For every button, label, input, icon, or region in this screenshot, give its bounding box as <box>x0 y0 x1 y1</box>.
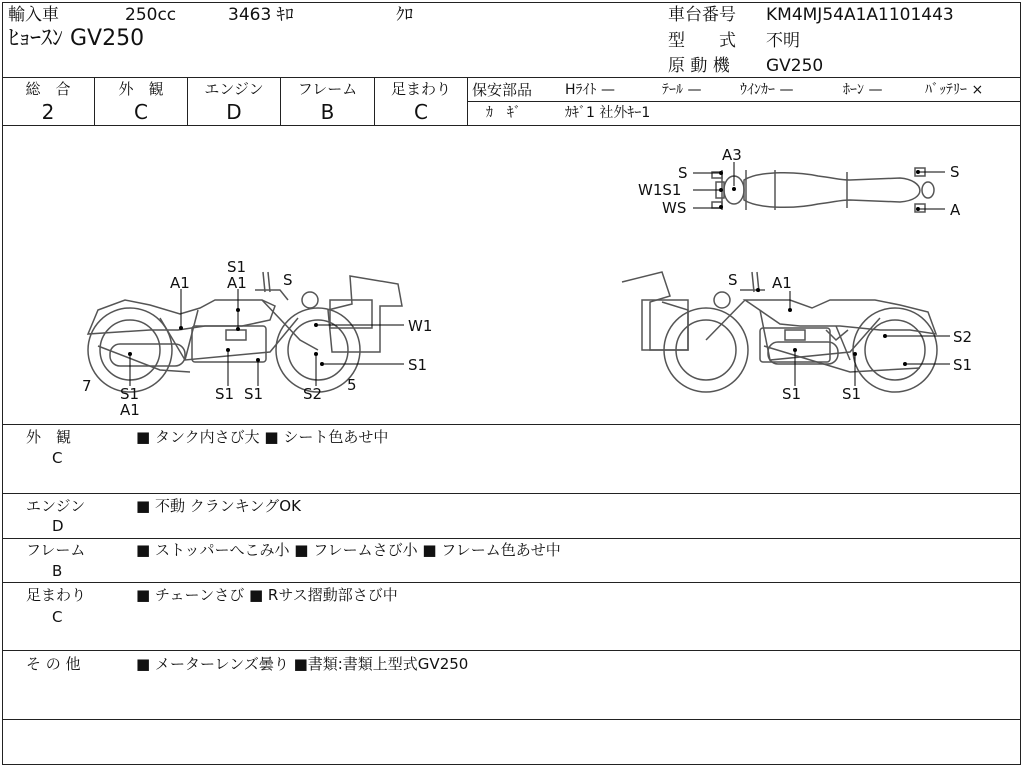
remark-grade-frame: B <box>52 562 63 580</box>
frame-no-label: 車台番号 <box>668 5 736 25</box>
displacement: 250cc <box>125 5 177 25</box>
remark-grade-exterior: C <box>52 449 63 467</box>
label-s1: S1 <box>782 385 802 403</box>
label-s: S <box>283 271 293 289</box>
key-label: ｶ ｷﾞ <box>486 105 521 121</box>
label-a1: A1 <box>120 401 140 419</box>
label-a1: A1 <box>772 274 792 292</box>
remark-category-exterior: 外 観 <box>26 428 72 446</box>
label-s: S <box>678 164 688 182</box>
key-value: ｶｷﾞ1 社外ｷｰ1 <box>565 105 651 121</box>
safety-item-battery: ﾊﾞｯﾃﾘｰ × <box>925 82 984 98</box>
label-s1: S1 <box>215 385 235 403</box>
label-a1: A1 <box>227 274 247 292</box>
color: ｸﾛ <box>396 5 413 25</box>
engine-label: 原 動 機 <box>668 56 730 76</box>
label-a: A <box>950 201 961 219</box>
divider <box>2 582 1021 583</box>
remark-category-other: そ の 他 <box>26 655 81 673</box>
label-7: 7 <box>82 377 92 395</box>
divider <box>2 719 1021 720</box>
remark-grade-suspension: C <box>52 608 63 626</box>
label-s1: S1 <box>953 356 973 374</box>
label-s1: S1 <box>227 258 247 276</box>
category: 輸入車 <box>8 5 59 25</box>
label-w1s1: W1S1 <box>638 181 682 199</box>
divider <box>467 101 1021 102</box>
label-s1: S1 <box>244 385 264 403</box>
score-label-exterior: 外 観 <box>118 80 164 98</box>
label-s: S <box>728 271 738 289</box>
label-ws: WS <box>662 199 687 217</box>
divider <box>467 77 468 125</box>
score-label-suspension: 足まわり <box>390 80 451 98</box>
divider <box>2 538 1021 539</box>
label-s1: S1 <box>842 385 862 403</box>
safety-item-tail: ﾃｰﾙ — <box>662 82 702 98</box>
label-5: 5 <box>347 376 357 394</box>
divider <box>2 650 1021 651</box>
score-value-frame: B <box>320 100 335 124</box>
score-value-suspension: C <box>414 100 428 124</box>
score-value-engine: D <box>226 100 242 124</box>
label-a3: A3 <box>722 146 742 164</box>
motorcycle-diagram <box>0 126 1024 424</box>
divider <box>2 493 1021 494</box>
safety-label: 保安部品 <box>472 81 533 99</box>
label-s1: S1 <box>408 356 428 374</box>
label-s2: S2 <box>953 328 973 346</box>
label-a1: A1 <box>170 274 190 292</box>
score-label-total: 総 合 <box>25 80 71 98</box>
label-w1: W1 <box>408 317 433 335</box>
label-s1: S1 <box>120 385 140 403</box>
remark-category-engine: エンジン <box>26 497 86 515</box>
remark-category-frame: フレーム <box>26 541 86 559</box>
top-view <box>712 168 934 212</box>
score-label-frame: フレーム <box>297 80 358 98</box>
label-s: S <box>950 163 960 181</box>
remark-grade-engine: D <box>52 517 64 535</box>
safety-item-headlight: Hﾗｲﾄ — <box>565 82 615 98</box>
type-label: 型 式 <box>668 31 736 51</box>
remark-text-exterior: ■ タンク内さび大 ■ シート色あせ中 <box>136 428 389 446</box>
remark-text-other: ■ メーターレンズ曇り ■書類:書類上型式GV250 <box>136 655 469 673</box>
engine-value: GV250 <box>766 56 824 76</box>
divider <box>2 424 1021 425</box>
divider <box>2 77 1021 78</box>
score-value-exterior: C <box>134 100 148 124</box>
score-label-engine: エンジン <box>204 80 264 98</box>
frame-no: KM4MJ54A1A1101443 <box>766 5 954 25</box>
remark-text-suspension: ■ チェーンさび ■ Rサス摺動部さび中 <box>136 586 398 604</box>
safety-item-horn: ﾎｰﾝ — <box>843 82 883 98</box>
model-name: ﾋｮｰｽﾝ GV250 <box>8 26 145 51</box>
type-value: 不明 <box>766 31 800 51</box>
remark-text-frame: ■ ストッパーへこみ小 ■ フレームさび小 ■ フレーム色あせ中 <box>136 541 561 559</box>
remark-category-suspension: 足まわり <box>26 586 87 604</box>
score-value-total: 2 <box>41 100 55 124</box>
safety-item-winker: ｳｲﾝｶｰ — <box>740 82 794 98</box>
mileage: 3463 ｷﾛ <box>228 5 294 25</box>
label-s2: S2 <box>303 385 323 403</box>
remark-text-engine: ■ 不動 クランキングOK <box>136 497 301 515</box>
